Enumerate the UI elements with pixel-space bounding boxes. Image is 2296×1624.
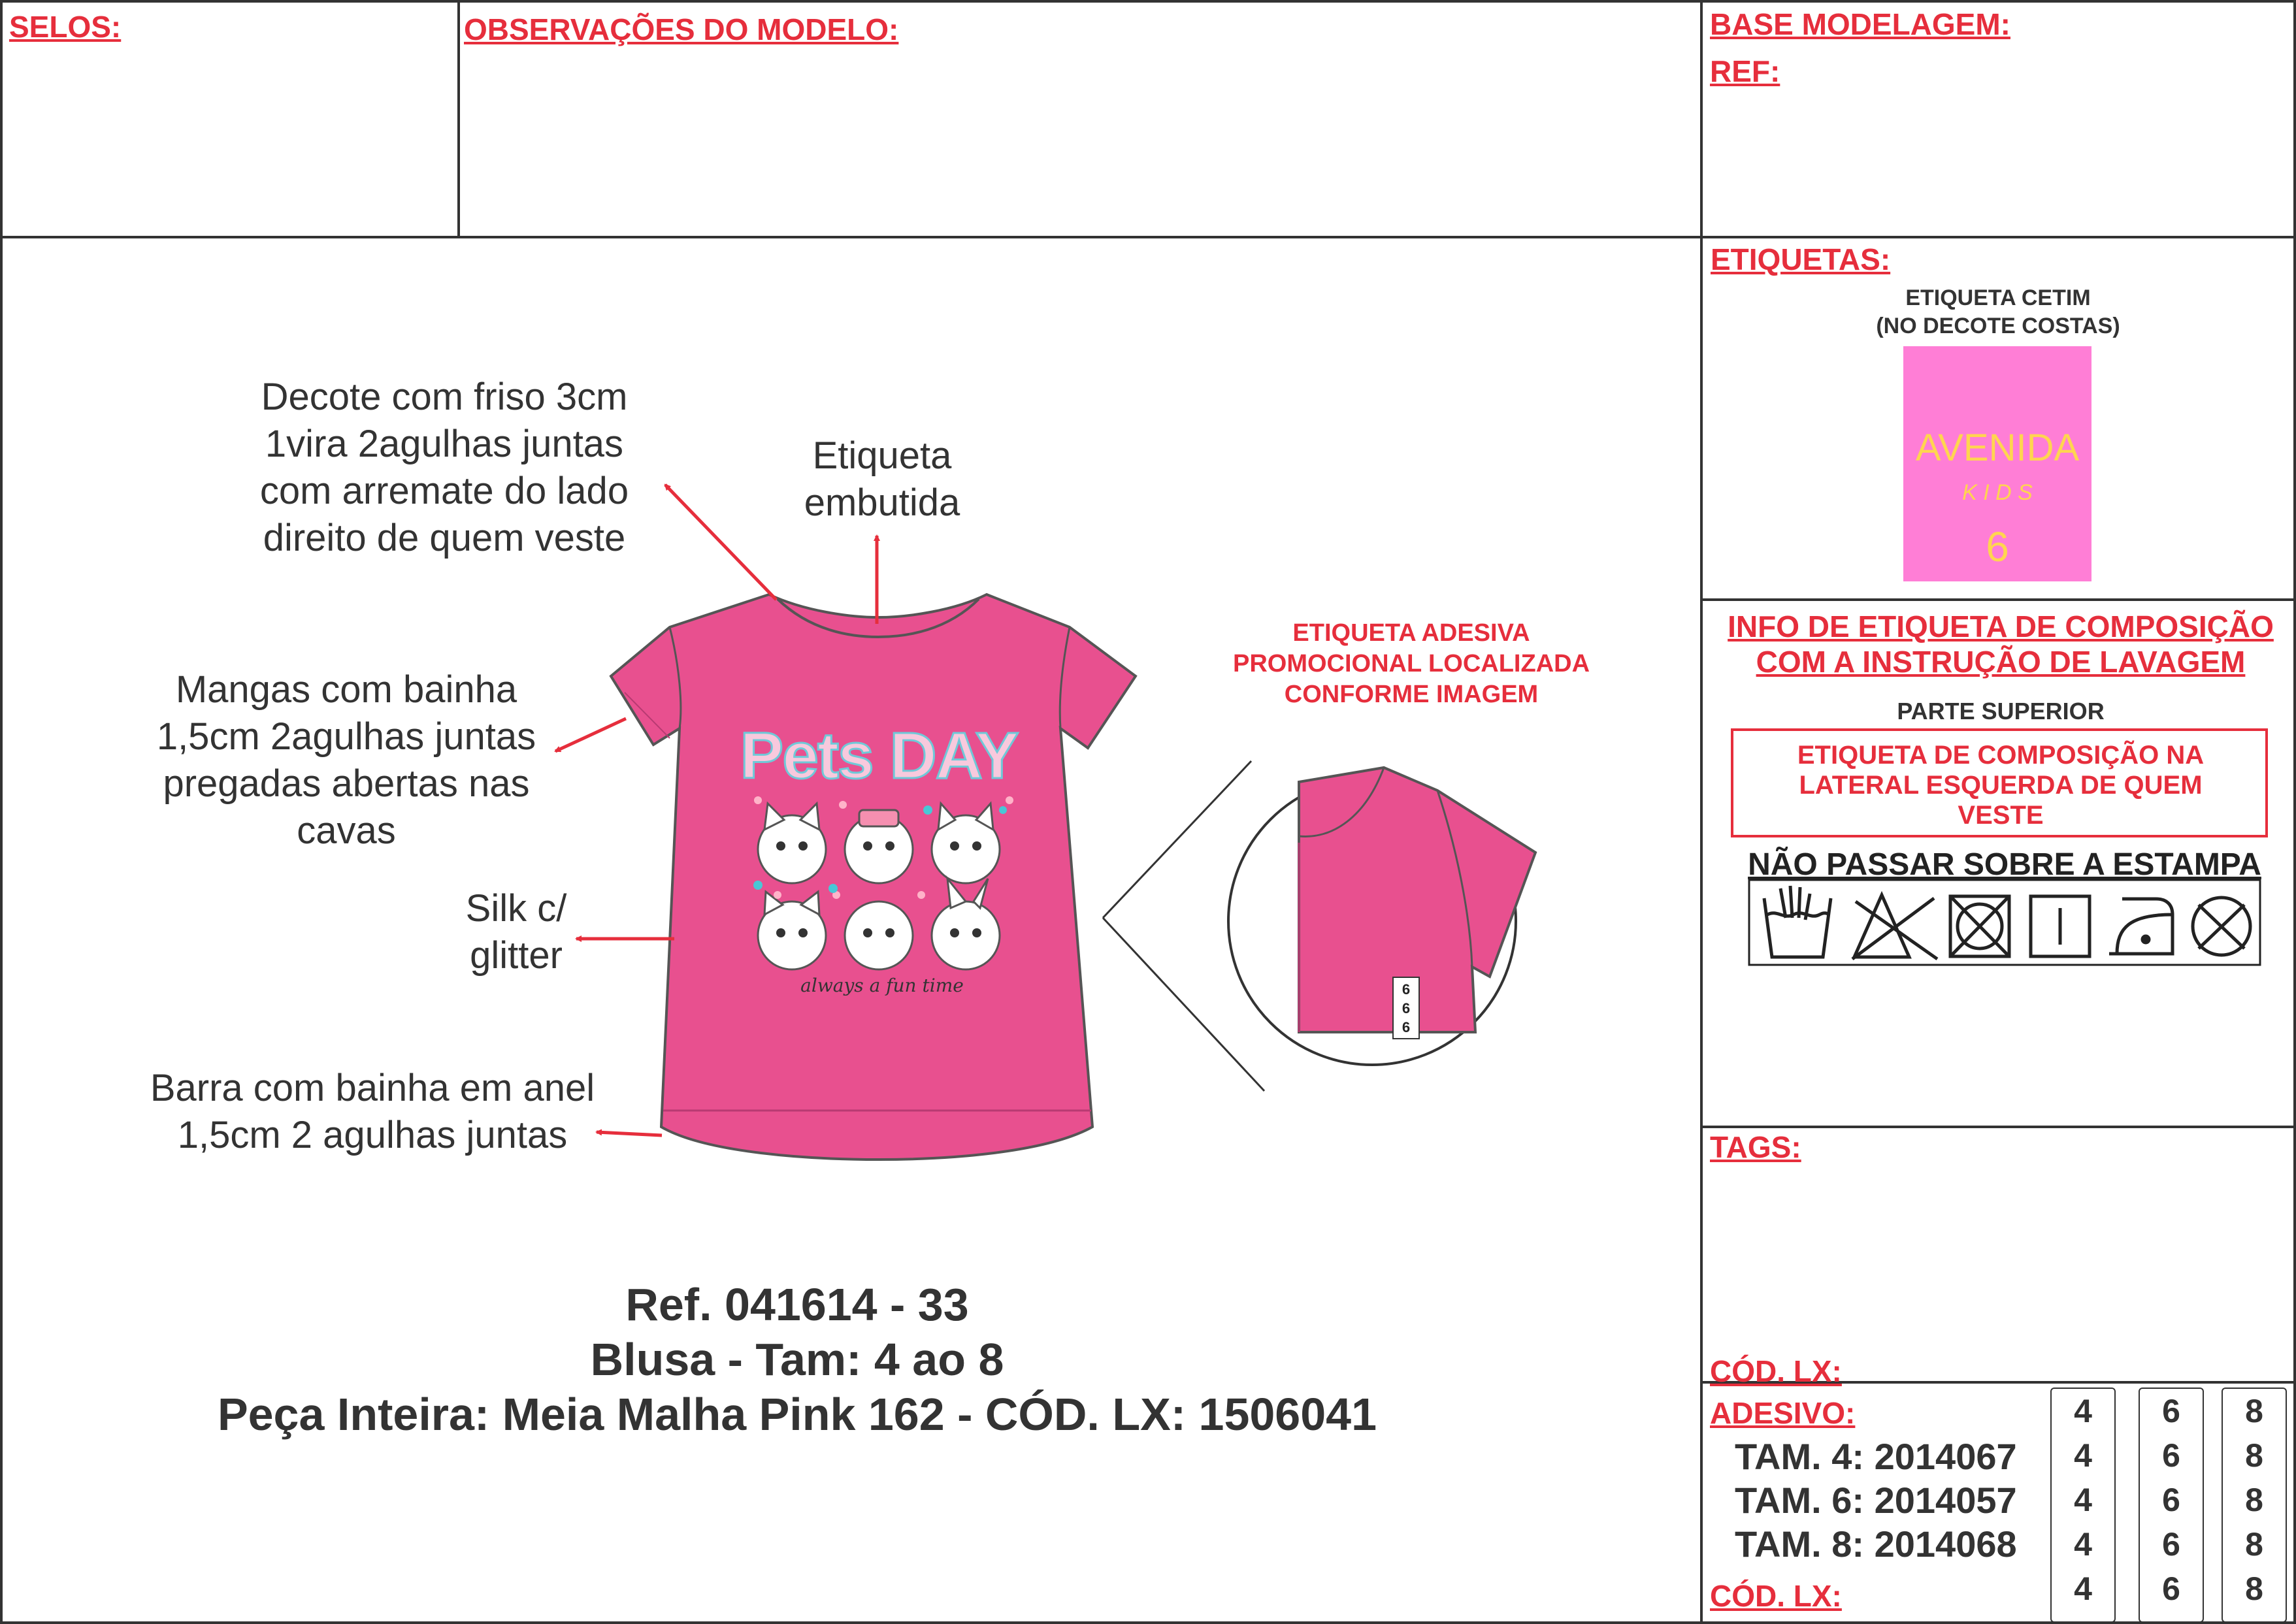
model-desc: Blusa - Tam: 4 ao 8 (590, 1334, 1004, 1385)
zoom-callout-drawing (1103, 761, 1535, 1091)
base-modelagem-label: BASE MODELAGEM: (1710, 7, 2010, 41)
etiqueta-adesiva-note: ETIQUETA ADESIVA PROMOCIONAL LOCALIZADA CONFORME IMAGEM (1232, 619, 1590, 708)
mangas-note: Mangas com bainha 1,5cm 2agulhas juntas pregadas abertas nas cavas (156, 668, 536, 852)
etiqueta-embutida-note: Etiqueta embutida (804, 434, 960, 524)
sticker-size: 6 (1402, 981, 1411, 998)
composicao-title-1: INFO DE ETIQUETA DE COMPOSIÇÃO (1728, 609, 2274, 643)
size-cell: 8 (2245, 1482, 2263, 1518)
iron-low-icon (2109, 899, 2173, 954)
sticker-size: 6 (1402, 1019, 1411, 1035)
size-cell: 8 (2245, 1526, 2263, 1563)
hand-wash-icon (1764, 886, 1831, 957)
adesivo-label: ADESIVO: (1710, 1396, 1856, 1430)
observacoes-label: OBSERVAÇÕES DO MODELO: (464, 12, 899, 46)
composicao-title-2: COM A INSTRUÇÃO DE LAVAGEM (1756, 645, 2246, 679)
size-cell: 8 (2245, 1437, 2263, 1474)
cetim-title: ETIQUETA CETIM (1905, 285, 2091, 310)
size-cell: 8 (2245, 1393, 2263, 1429)
size-column-8 (2222, 1388, 2287, 1623)
size-column-4 (2050, 1388, 2116, 1623)
care-symbols (1749, 880, 2260, 965)
size-cell: 6 (2162, 1526, 2180, 1563)
adesivo-lines (1735, 1435, 2017, 1566)
size-cell: 4 (2074, 1526, 2092, 1563)
size-cell: 4 (2074, 1437, 2092, 1474)
adesivo-line: TAM. 4: 2014067 (1735, 1436, 2017, 1477)
warning-text: NÃO PASSAR SOBRE A ESTAMPA (1748, 847, 2261, 882)
model-fabric: Peça Inteira: Meia Malha Pink 162 - CÓD. LX: 1506041 (217, 1389, 1377, 1440)
tags-label: TAGS: (1710, 1130, 1801, 1164)
model-ref: Ref. 041614 - 33 (625, 1279, 969, 1330)
adesivo-cod-lx: CÓD. LX: (1710, 1579, 1842, 1613)
model-info (144, 1277, 1451, 1442)
decote-note: Decote com friso 3cm 1vira 2agulhas juntas com arremate do lado direito de quem veste (259, 376, 629, 559)
sticker-size: 6 (1402, 1000, 1411, 1016)
selos-label: SELOS: (9, 10, 122, 44)
parte-superior: PARTE SUPERIOR (1897, 698, 2105, 724)
brand-sub: K I D S (1962, 480, 2033, 505)
size-cell: 6 (2162, 1437, 2180, 1474)
size-cell: 6 (2162, 1570, 2180, 1607)
size-cell: 6 (2162, 1482, 2180, 1518)
barra-note: Barra com bainha em anel 1,5cm 2 agulhas juntas (150, 1067, 595, 1156)
adesivo-line: TAM. 6: 2014057 (1735, 1480, 2017, 1521)
print-tagline: always a fun time (800, 975, 964, 996)
adesivo-line: TAM. 8: 2014068 (1735, 1523, 2017, 1565)
line-dry-icon (2031, 896, 2090, 956)
size-column-6 (2139, 1388, 2204, 1623)
size-cell: 4 (2074, 1393, 2092, 1429)
composicao-title (1707, 609, 2295, 679)
no-dry-clean-icon (2193, 898, 2250, 955)
print-title: Pets DAY (740, 719, 1018, 792)
ref-label: REF: (1710, 54, 1780, 88)
no-bleach-icon (1852, 895, 1937, 959)
cetim-position: (NO DECOTE COSTAS) (1876, 314, 2120, 338)
size-cell: 4 (2074, 1482, 2092, 1518)
sticker-size-list (1394, 980, 1418, 1037)
no-tumble-dry-icon (1950, 896, 2009, 956)
etiquetas-label: ETIQUETAS: (1711, 242, 1891, 276)
composicao-box-text: ETIQUETA DE COMPOSIÇÃO NA LATERAL ESQUERDA DE QUEM VESTE (1797, 741, 2205, 830)
size-cell: 4 (2074, 1570, 2092, 1607)
size-cell: 8 (2245, 1570, 2263, 1607)
cetim-info (1838, 284, 2158, 340)
label-size: 6 (1986, 523, 2009, 570)
brand-name: AVENIDA (1915, 427, 2080, 469)
tags-cod-lx: CÓD. LX: (1710, 1354, 1842, 1388)
size-cell: 6 (2162, 1393, 2180, 1429)
silk-note: Silk c/ glitter (465, 887, 567, 977)
